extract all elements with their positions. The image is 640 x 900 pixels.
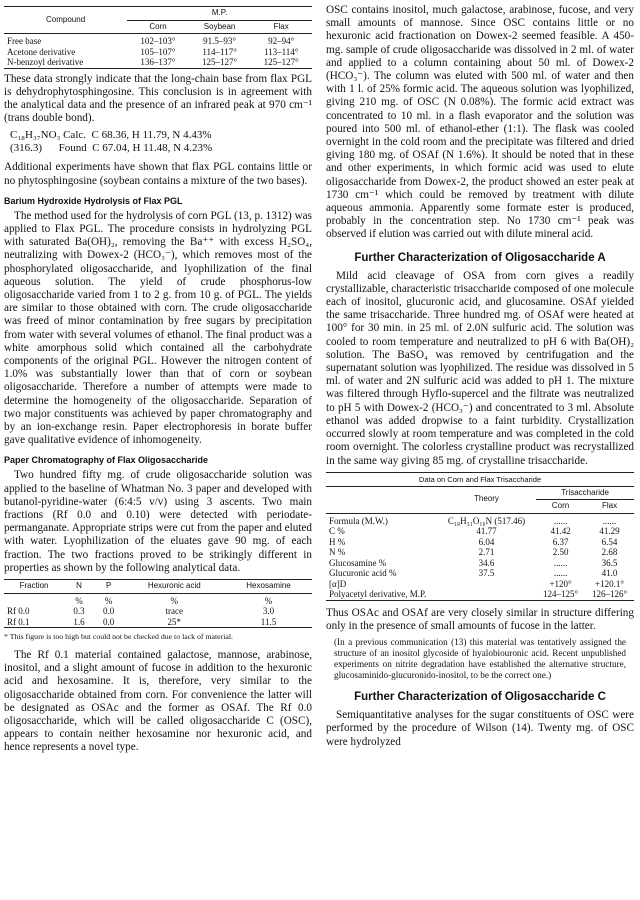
table-row: H % 6.04 6.37 6.54: [329, 536, 618, 547]
right-column: [326, 4, 634, 753]
table-row: Free base 102–103° 91.5–93° 92–94°: [7, 36, 295, 46]
trisaccharide-table-block: [326, 472, 634, 601]
paragraph: OSC contains inositol, much galactose, arabinose, fucose, and very small amounts of mannose. Since OSC contains little or no hexuronic acid fractionation on Dowex-2 seemed feasible. A 450-mg. sample of crude oligosaccharide was dissolved in 2 ml. of water and applied to a column containing about 50 ml. of Dowex-2 (HCO₃⁻). The column was eluted with 500 ml. of water and then with 1 l. of 25% formic acid. The aqueous solution was lyophilized, giving 210 mg. of OSC (N 0.08%). The formic acid extract was concentrated to 10 ml. in a flash evaporator and the solution was poured into 500 ml. of ethanol-ether (1:1). The flask was cooled overnight in the cold room and the precipitate was filtered and dried giving 180 mg. of OSAf (N 1.6%). It should be noted that in these and other experiments, in which formic acid was used to elute oligosaccharide from Dowex-2, the product showed an ester peak at 1730 cm⁻¹ which could be removed by treatment with dilute aqueous ammonia. Apparently some formate ester is produced, probably in the concentration step. No 1730 cm⁻¹ peak was observed if elution was carried out with dilute mineral acid.: [326, 4, 634, 241]
paragraph: The Rf 0.1 material contained galactose, mannose, arabinose, inositol, and a slight amount of fucose in addition to the hexuronic acid and hexosamine. It is, therefore, very similar to the oligosaccharide obtained from corn. For convenience the latter will be designated as OSAc and the former as OSAf. The Rf 0.0 oligosaccharide, which will be called oligosaccharide C (OSC), appears to contain neither hexosamine nor hexuronic acid, and hence represents a novel type.: [4, 649, 312, 754]
mp-table-header-compound: Compound: [4, 7, 127, 34]
table-row: N-benzoyl derivative 136–137° 125–127° 125–127°: [7, 57, 299, 67]
mp-table: [4, 6, 312, 69]
left-column: [4, 4, 312, 759]
section-heading-barium: Barium Hydroxide Hydrolysis of Flax PGL: [4, 195, 183, 206]
paragraph: Thus OSAc and OSAf are very closely similar in structure differing only in the presence of small amounts of fucose in the latter.: [326, 606, 634, 632]
section-heading-paper-chromatography: Paper Chromatography of Flax Oligosaccharide: [4, 455, 209, 466]
table-row: Acetone derivative 105–107° 114–117° 113–114°: [7, 46, 299, 57]
section-heading-osc: Further Characterization of Oligosaccharide C: [354, 691, 606, 704]
table-row: Rf 0.0 0.3 0.0 trace 3.0: [7, 606, 275, 616]
paragraph: The method used for the hydrolysis of corn PGL (13, p. 1312) was applied to Flax PGL. The procedure consists in hydrolyzing PGL with saturated Ba(OH)₂, removing the Ba⁺⁺ with excess H₂SO₄, neutralizing with Dowex-2 (HCO₃⁻), which removes most of the phosphorylated oligosaccharide, and lyophilization of the final aqueous solution. The yield of crude phosphorus-low oligosaccharide varied from 1 to 2 g. from 10 g. of PGL. The yields are similar to those obtained with corn. The crude oligosaccharide was freed of minor contamination by free sugars by precipitation from water with several volumes of ethanol. The final product was a white amorphous solid which contained all the carbohydrate components of the original PGL. However the nitrogen content of 1.0% was substantially lower than that of corn or soybean oligosaccharide. Therefore a number of attempts were made to determine the homogeneity of the oligosaccharide. Separation of two major constituents was achieved by paper chromatography and by an ion-exchange resin. Paper electrophoresis in borate buffer gave qualitative evidence of inhomogeneity.: [4, 209, 312, 447]
table-row: Glucosamine % 34.6 ...... 36.5: [329, 557, 618, 568]
table-row: C % 41.77 41.42 41.29: [329, 526, 620, 537]
mp-table-header-mp: M.P.: [127, 7, 312, 21]
table-caption: Data on Corn and Flax Trisaccharide: [326, 473, 634, 487]
table-row: [α]D +120° +120.1°: [329, 578, 624, 589]
paragraph: These data strongly indicate that the long-chain base from flax PGL is dehydrophytosphingosine. This conclusion is in agreement with the analytical data and the presence of an infrared peak at 970 cm⁻¹ (trans double bond).: [4, 72, 312, 125]
paragraph: Mild acid cleavage of OSA from corn gives a readily crystallizable, characteristic trisaccharide composed of one molecule each of inositol, glucuronic acid, and glucosamine. OSAf yielded the same trisaccharide. Three hundred mg. of OSAf were heated at 100° for 30 min. in 25 ml. of 2.0N sulfuric acid. The solution was cooled to room temperature and neutralized to pH 6 with Ba(OH)₂ solution. The BaSO₄ was removed by centrifugation and the supernatant solution was lyophilized. The residue was dissolved in 5 ml. of water and 2N sulfuric acid was added to pH 1. The mixture was filtered through Hyflo-supercel and the filtrate was neutralized to pH 5 with Dowex-2 (HCO₃⁻) and concentrated to 3 ml. Absolute ethanol was added dropwise to a faint turbidity. Crystallization occurred slowly at room temperature and was completed in the cold room overnight. The colorless crystalline product was recrystallized in the same way giving 85 mg. of crystalline trisaccharide.: [326, 269, 634, 467]
table-footnote: * This figure is too high but could not be checked due to lack of material.: [4, 632, 233, 641]
fraction-table: Fraction N P Hexuronic acid Hexosamine % % % % Rf 0.0 0.3 0.0 trace 3.0 Rf 0.1 1.6 0.0 25* 11.5: [4, 579, 312, 628]
paragraph: Additional experiments have shown that flax PGL contains little or no phytosphingosine (soybean contains a mixture of the two bases).: [4, 161, 312, 187]
mp-table-sub-corn: Corn: [127, 20, 189, 34]
parenthetical-note: (In a previous communication (13) this material was tentatively assigned the structure of an inositol glycoside of hyalobiouronic acid. Recent unpublished experiments on nitrite degradation have established the alternative structure, glucosaminido-glucuronido-inositol, to be the correct one.): [334, 637, 626, 681]
table-row: N % 2.71 2.50 2.68: [329, 547, 618, 558]
paragraph: Semiquantitative analyses for the sugar constituents of OSC were performed by the procedure of Wilson (14). Twenty mg. of OSC were hydrolyzed: [326, 709, 634, 748]
mp-table-sub-soybean: Soybean: [189, 20, 251, 34]
mp-table-sub-flax: Flax: [250, 20, 312, 34]
table-row: Polyacetyl derivative, M.P. 124–125° 126–126°: [329, 589, 628, 600]
table-row: Glucuronic acid % 37.5 ...... 41.0: [329, 568, 618, 579]
paragraph: Two hundred fifty mg. of crude oligosaccharide solution was applied to the baseline of Whatman No. 3 paper and developed with butanol-pyridine-water (6:4:5 v/v) using 3 ascents. Two main fractions (Rf 0.0 and 0.10) were detected with periodate-permanganate. Appropriate strips were cut from the paper and eluted with water. Lyophilization of the eluates gave 90 mg. of each fraction. The two fractions proved to be strikingly different in properties as shown by the following analytical data.: [4, 469, 312, 574]
trisaccharide-table: Theory Trisaccharide Corn Flax Formula (M.W.) C₁₈H₃₁O₁₆N (517.46) ...... ...... C % 41.77 41.42 41.29 H % 6.04 6.37 6.54 N % 2.71 2.50 2.68 Glucosamine % 34.6 ...... 36.5 Glucuronic acid % 37.5 ...... 41.0 [α]D +120° +120.1° Polyacetyl derivative, M.P. 124–125° 126–126°: [326, 487, 634, 600]
table-row: Rf 0.1 1.6 0.0 25* 11.5: [7, 616, 277, 627]
table-row: Formula (M.W.) C₁₈H₃₁O₁₆N (517.46) ...... ......: [329, 515, 617, 526]
section-heading-osa: Further Characterization of Oligosaccharide A: [354, 251, 606, 264]
elemental-analysis: C₁₈H₃₇NO₃ Calc. C 68.36, H 11.79, N 4.43% (316.3) Found C 67.04, H 11.48, N 4.23%: [10, 129, 213, 155]
